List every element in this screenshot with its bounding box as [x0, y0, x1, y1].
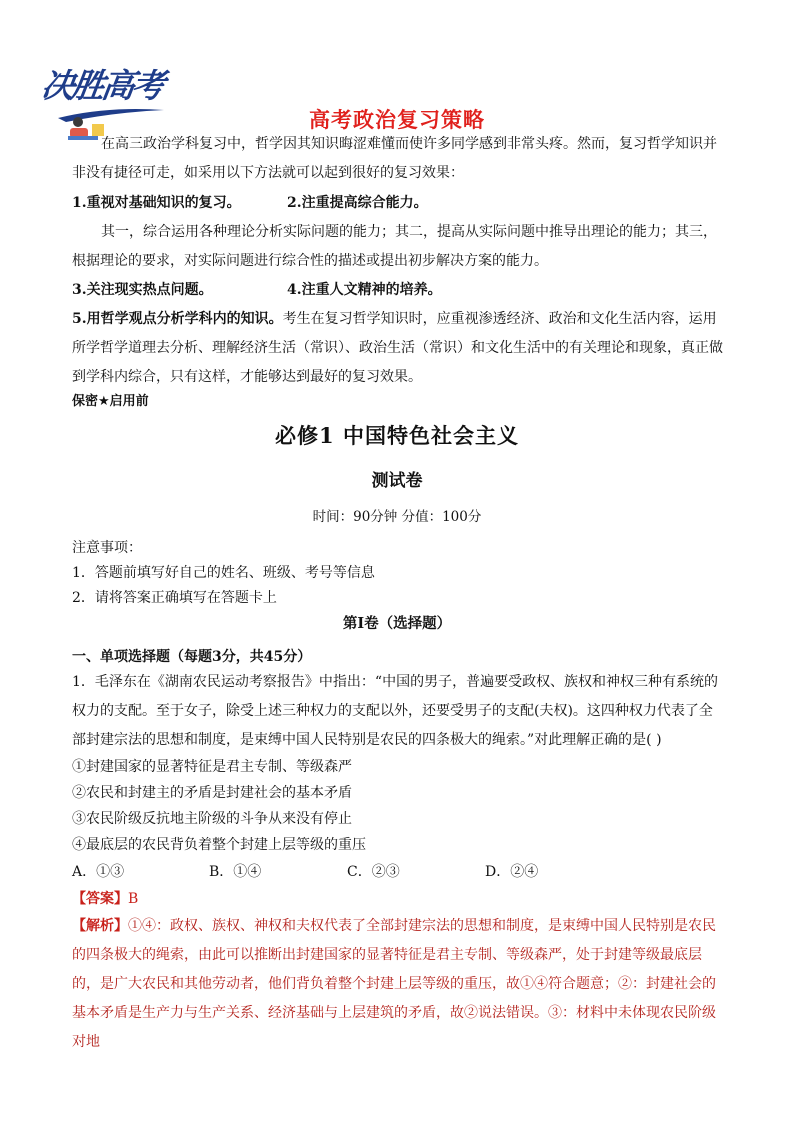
part-title: 一、单项选择题（每题3分，共45分） [72, 649, 312, 665]
notes-item-2: 2．请将答案正确填写在答题卡上 [72, 590, 277, 606]
tip-5-heading: 5.用哲学观点分析学科内的知识。 [72, 311, 283, 327]
question-1-statement-3: ③农民阶级反抗地主阶级的斗争从来没有停止 [72, 811, 352, 827]
answer-label: 【答案】 [72, 891, 128, 907]
explanation [72, 912, 724, 1057]
notes-heading: 注意事项： [72, 540, 142, 556]
exam-time-score: 时间：90分钟 分值：100分 [312, 509, 482, 525]
logo-text: 决胜高考 [38, 66, 165, 105]
question-1-statement-1: ①封建国家的显著特征是君主专制、等级森严 [72, 759, 352, 775]
tip-3: 3.关注现实热点问题。 [72, 282, 213, 298]
question-1-stem: 1．毛泽东在《湖南农民运动考察报告》中指出：“中国的男子，普遍要受政权、族权和神权三种有系统的权力的支配。至于女子，除受上述三种权力的支配以外，还要受男子的支配(夫权)。这四种权力代表了全部封建宗法的思想和制度，是束缚中国人民特别是农民的四条极大的绳索。”对此理解正确的是( ) [72, 674, 719, 748]
answer-line [72, 888, 138, 908]
exam-title: 必修1 中国特色社会主义 [275, 423, 519, 448]
tip-2-detail: 其一，综合运用各种理论分析实际问题的能力；其二，提高从实际问题中推导出理论的能力；其三，根据理论的要求，对实际问题进行综合性的描述或提出初步解决方案的能力。 [72, 224, 717, 269]
option-c: C．②③ [347, 864, 400, 880]
tip-5 [72, 305, 724, 392]
question-1-statement-2: ②农民和封建主的矛盾是封建社会的基本矛盾 [72, 785, 352, 801]
explanation-label: 【解析】 [72, 918, 128, 934]
tip-2: 2.注重提高综合能力。 [287, 195, 428, 211]
tip-4: 4.注重人文精神的培养。 [287, 282, 442, 298]
option-d: D．②④ [485, 864, 539, 880]
explanation-text: ①④：政权、族权、神权和夫权代表了全部封建宗法的思想和制度，是束缚中国人民特别是农民的四条极大的绳索，由此可以推断出封建国家的显著特征是君主专制、等级森严，处于封建等级最底层的，是广大农民和其他劳动者，他们背负着整个封建上层等级的重压，故①④符合题意；②：封建社会的基本矛盾是生产力与生产关系、经济基础与上层建筑的矛盾，故②说法错误。③：材料中未体现农民阶级对地 [72, 918, 716, 1050]
answer-value: B [128, 891, 139, 907]
option-a: A．①③ [72, 864, 125, 880]
intro-paragraph: 在高三政治学科复习中，哲学因其知识晦涩难懂而使许多同学感到非常头疼。然而，复习哲学知识并非没有捷径可走，如采用以下方法就可以起到很好的复习效果： [72, 136, 717, 181]
header-title: 高考政治复习策略 [309, 108, 485, 132]
secret-label: 保密★启用前 [72, 394, 149, 409]
tip-1: 1.重视对基础知识的复习。 [72, 195, 241, 211]
section-title: 第Ⅰ卷（选择题） [342, 615, 452, 632]
tip-5-text: 考生在复习哲学知识时，应重视渗透经济、政治和文化生活内容，运用所学哲学道理去分析、理解经济生活（常识）、政治生活（常识）和文化生活中的有关理论和现象，真正做到学科内综合，只有这样，才能够达到最好的复习效果。 [72, 311, 723, 385]
question-1-statement-4: ④最底层的农民背负着整个封建上层等级的重压 [72, 837, 366, 853]
option-b: B．①④ [209, 864, 262, 880]
exam-subtitle: 测试卷 [371, 471, 423, 491]
notes-item-1: 1．答题前填写好自己的姓名、班级、考号等信息 [72, 565, 375, 581]
